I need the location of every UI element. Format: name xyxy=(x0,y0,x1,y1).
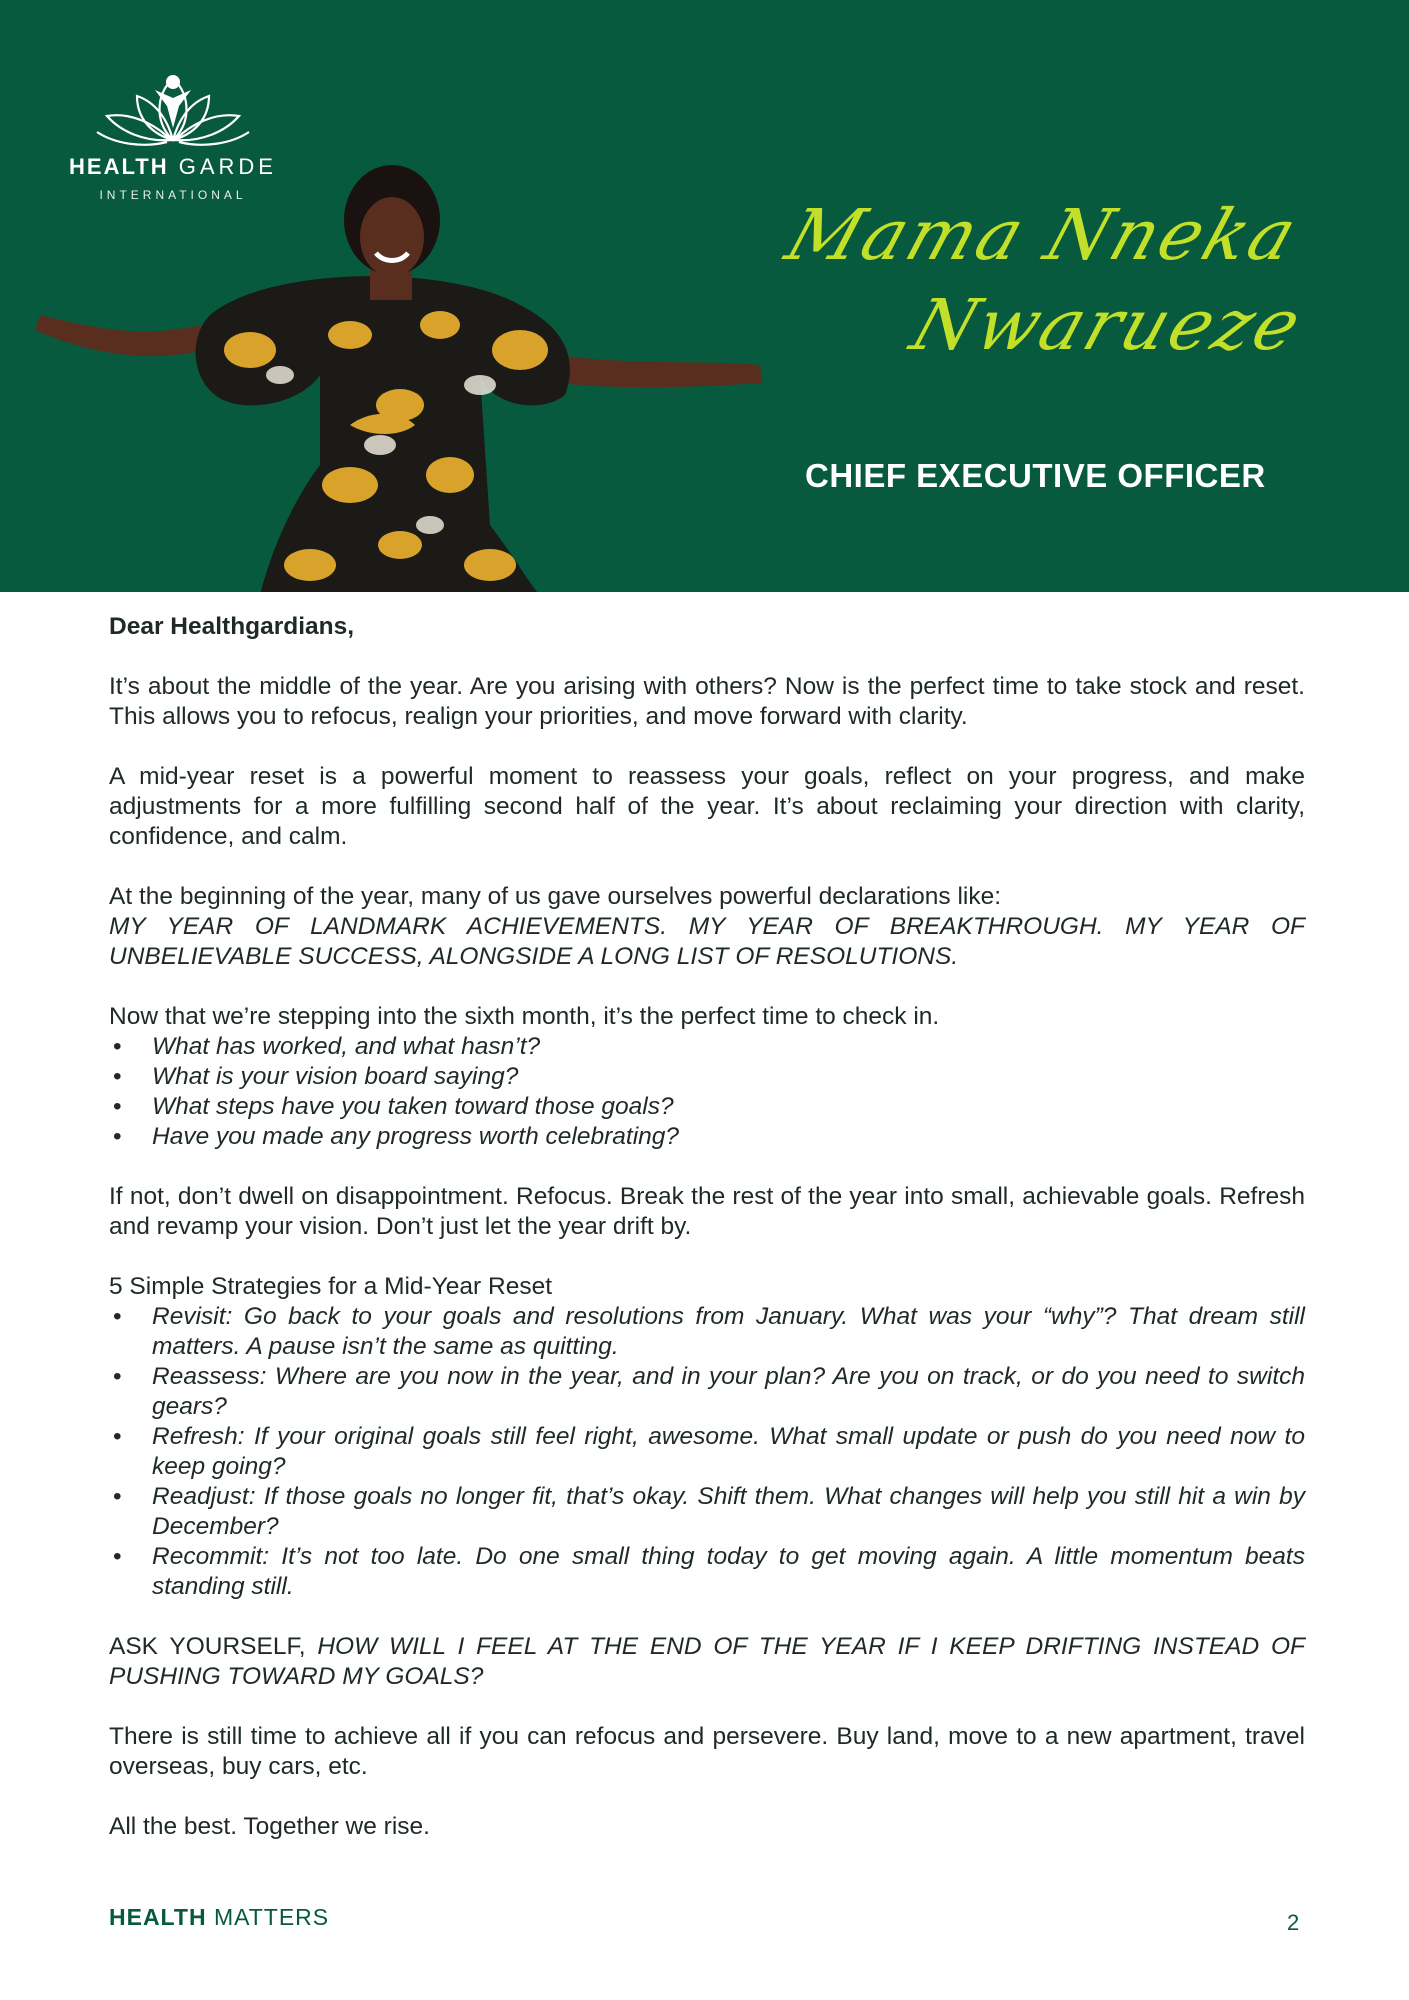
checkin-list xyxy=(109,1032,1305,1152)
page-number: 2 xyxy=(1287,1910,1300,1935)
signature-line-2: Nwarueze xyxy=(901,284,1314,366)
ceo-portrait-icon xyxy=(20,125,780,592)
paragraph-ask xyxy=(109,1632,1305,1692)
list-item: • Reassess: Where are you now in the year, and in your plan? Are you on track, or do you need to switch gears? xyxy=(109,1362,1305,1422)
list-item: • What steps have you taken toward those goals? xyxy=(109,1092,1305,1122)
list-item: • Revisit: Go back to your goals and resolutions from January. What was your “why”? That dream still matters. A pause isn’t the same as quitting. xyxy=(109,1302,1305,1362)
ask-question: HOW WILL I FEEL AT THE END OF THE YEAR IF I KEEP DRIFTING INSTEAD OF PUSHING TOWARD MY GOALS? xyxy=(109,1633,1305,1690)
ceo-portrait xyxy=(20,125,780,592)
declarations-quote: MY YEAR OF LANDMARK ACHIEVEMENTS. MY YEAR OF BREAKTHROUGH. MY YEAR OF UNBELIEVABLE SUCCESS, ALONGSIDE A LONG LIST OF RESOLUTIONS. xyxy=(109,913,1305,970)
logo-subtitle: INTERNATIONAL xyxy=(99,188,247,202)
list-item: • What is your vision board saying? xyxy=(109,1062,1305,1092)
closing: All the best. Together we rise. xyxy=(109,1813,430,1840)
declarations-lead: At the beginning of the year, many of us gave ourselves powerful declarations like: xyxy=(109,883,1002,910)
paragraph-persevere: There is still time to achieve all if you can refocus and persevere. Buy land, move to a new apartment, travel overseas, buy cars, etc. xyxy=(109,1723,1305,1780)
list-item: • What has worked, and what hasn’t? xyxy=(109,1032,1305,1062)
strategies-heading: 5 Simple Strategies for a Mid-Year Reset xyxy=(109,1273,553,1300)
list-item: • Recommit: It’s not too late. Do one small thing today to get moving again. A little momentum beats standing still. xyxy=(109,1542,1305,1602)
ask-prefix: ASK YOURSELF, xyxy=(109,1633,318,1660)
logo-name: HEALTH GARDE xyxy=(69,154,277,179)
list-item: • Have you made any progress worth celebrating? xyxy=(109,1122,1305,1152)
paragraph-declarations xyxy=(109,882,1305,972)
ceo-signature xyxy=(776,175,1340,405)
strategies-list xyxy=(109,1302,1305,1602)
paragraph-refocus: If not, don’t dwell on disappointment. Refocus. Break the rest of the year into small, achievable goals. Refresh and revamp your vision. Don’t just let the year drift by. xyxy=(109,1183,1305,1240)
greeting: Dear Healthgardians, xyxy=(109,613,355,640)
role-title: CHIEF EXECUTIVE OFFICER xyxy=(805,457,1266,494)
paragraph-reset: A mid-year reset is a powerful moment to reassess your goals, reflect on your progress, and make adjustments for a more fulfilling second half of the year. It’s about reclaiming your direction with clarity, confidence, and calm. xyxy=(109,763,1305,850)
list-item: • Refresh: If your original goals still feel right, awesome. What small update or push do you need now to keep going? xyxy=(109,1422,1305,1482)
footer-brand: HEALTH MATTERS xyxy=(109,1904,330,1930)
letter-body xyxy=(109,612,1305,1872)
paragraph-checkin: Now that we’re stepping into the sixth month, it’s the perfect time to check in. xyxy=(109,1003,940,1030)
list-item: • Readjust: If those goals no longer fit, that’s okay. Shift them. What changes will help you still hit a win by December? xyxy=(109,1482,1305,1542)
header-banner xyxy=(0,0,1409,592)
paragraph-intro: It’s about the middle of the year. Are you arising with others? Now is the perfect time to take stock and reset. This allows you to refocus, realign your priorities, and move forward with clarity. xyxy=(109,673,1305,730)
signature-line-1: Mama Nneka xyxy=(776,194,1310,276)
